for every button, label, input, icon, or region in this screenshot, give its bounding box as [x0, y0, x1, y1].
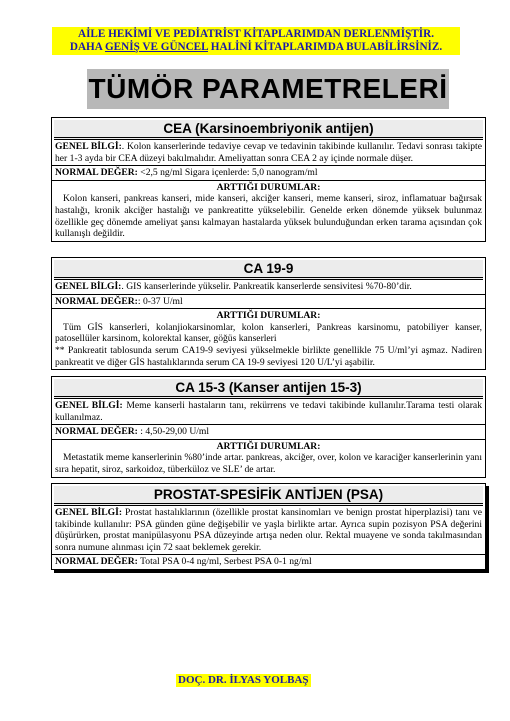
- increase-note: ** Pankreatit tablosunda serum CA19-9 seviyesi yükselmekle birlikte genellikle 75 U/ml’yi aşmaz. Nadiren pankreatit ve diğer GİS hastalıklarında serum CA 19-9 seviyesi 120 U/L’yi aşabilir.: [55, 344, 482, 368]
- increase-text: Tüm GİS kanserleri, kolanjiokarsinomlar, kolon kanserleri, Pankreas karsinomu, patobiliyer kanser, patosellüler karsinom, kolorektal kanser, göğüs kanserleri: [55, 321, 482, 345]
- normal-value-label: NORMAL DEĞER:: [55, 295, 138, 307]
- general-info-label: GENEL BİLGİ:: [55, 141, 122, 152]
- general-info-label: GENEL BİLGİ:: [55, 281, 122, 292]
- header-banner: [52, 27, 460, 55]
- increase-text: Metastatik meme kanserlerinin %80’inde artar. pankreas, akciğer, over, kolon ve karaciğer kanserlerinin yanı sıra hepatit, siroz, sarkoidoz, tüberküloz ve SLE’ de artar.: [55, 452, 482, 475]
- section-psa: [51, 483, 486, 570]
- increase-label: ARTTIĞI DURUMLAR:: [216, 310, 321, 322]
- increase-row: [52, 440, 485, 477]
- banner-line-2-part-a: DAHA: [69, 41, 105, 53]
- section-heading: CA 19-9: [54, 260, 483, 280]
- author-signature: DOÇ. DR. İLYAS YOLBAŞ: [178, 674, 309, 686]
- normal-value-label: NORMAL DEĞER:: [55, 556, 138, 568]
- increase-label: ARTTIĞI DURUMLAR:: [216, 440, 321, 452]
- normal-value-row: [52, 295, 485, 310]
- normal-value-row: [52, 166, 485, 181]
- normal-value-label: NORMAL DEĞER:: [55, 426, 138, 438]
- section-heading: CA 15-3 (Kanser antijen 15-3): [54, 379, 483, 399]
- general-info-label: GENEL BİLGİ:: [55, 507, 123, 518]
- banner-line-2: [52, 41, 460, 54]
- general-info-row: [52, 506, 485, 555]
- normal-value-text: : 4,50-29,00 U/ml: [137, 426, 210, 438]
- normal-value-label: NORMAL DEĞER:: [55, 167, 138, 179]
- banner-line-1: AİLE HEKİMİ VE PEDİATRİST KİTAPLARIMDAN DERLENMİŞTİR.: [78, 28, 434, 40]
- normal-value-text: <2,5 ng/ml Sigara içenlerde: 5,0 nanogram/ml: [137, 167, 318, 179]
- general-info-text: Meme kanserli hastaların tanı, rekürrens ve tedavi takibinde kullanılır.Tarama testi olarak kullanılmaz.: [55, 400, 482, 423]
- section-ca15-3: [51, 376, 486, 478]
- general-info-text: . GIS kanserlerinde yükselir. Pankreatik kanserlerde sensivitesi %70-80’dir.: [121, 281, 412, 292]
- section-cea: [51, 117, 486, 242]
- banner-line-2-underlined: GENİŞ VE GÜNCEL: [104, 41, 208, 53]
- increase-label: ARTTIĞI DURUMLAR:: [216, 181, 321, 193]
- section-heading: CEA (Karsinoembriyonik antijen): [54, 120, 483, 140]
- normal-value-row: [52, 425, 485, 440]
- general-info-text: Prostat hastalıklarının (özellikle prostat kansinomları ve benign prostat hiperplazisi) tanı ve takibinde kullanılır: PSA günden güne değişebilir ve yaşla birlikte artar. Ayrıca supin pozisyon PSA değerini düşürürken, prostat manipülasyonu PSA düzeyinde artışa neden olur. Rektal muayene ve sonda takılmasından sonra numune alınması için 72 saat beklemek gerekir.: [55, 507, 482, 553]
- page-title: TÜMÖR PARAMETRELERİ: [87, 69, 449, 109]
- increase-row: [52, 181, 485, 241]
- general-info-label: GENEL BİLGİ:: [55, 400, 123, 411]
- normal-value-text: Total PSA 0-4 ng/ml, Serbest PSA 0-1 ng/ml: [137, 556, 312, 568]
- section-heading: PROSTAT-SPESİFİK ANTİJEN (PSA): [54, 486, 483, 506]
- section-ca19-9: [51, 257, 486, 370]
- normal-value-text: : 0-37 U/ml: [137, 295, 183, 307]
- increase-row: [52, 309, 485, 369]
- general-info-text: . Kolon kanserlerinde tedaviye cevap ve tedavinin takibinde kullanılır. Tedavi sonrası takipte her 1-3 ayda bir CEA düzeyi bakılmalıdır. Ameliyattan sonra CEA 2 ay içinde normale düşer.: [55, 141, 482, 164]
- normal-value-row: [52, 555, 485, 569]
- increase-text: Kolon kanseri, pankreas kanseri, mide kanseri, akciğer kanseri, meme kanseri, siroz, inflamatuar bağırsak hastalığı, kronik akciğer hastalığı ve pankreatitte yükselebilir. Genelde erken dönemde yüksek bulunmaz özellikle geç dönemde ameliyat şansı kalmayan hastalarda yüksek bulunduğundan erken tarama açısından çok kullanışlı değildir.: [55, 193, 482, 240]
- general-info-row: [52, 280, 485, 295]
- general-info-row: [52, 140, 485, 166]
- general-info-row: [52, 399, 485, 425]
- banner-line-2-part-c: HALİNİ KİTAPLARIMDA BULABİLİRSİNİZ.: [207, 41, 443, 53]
